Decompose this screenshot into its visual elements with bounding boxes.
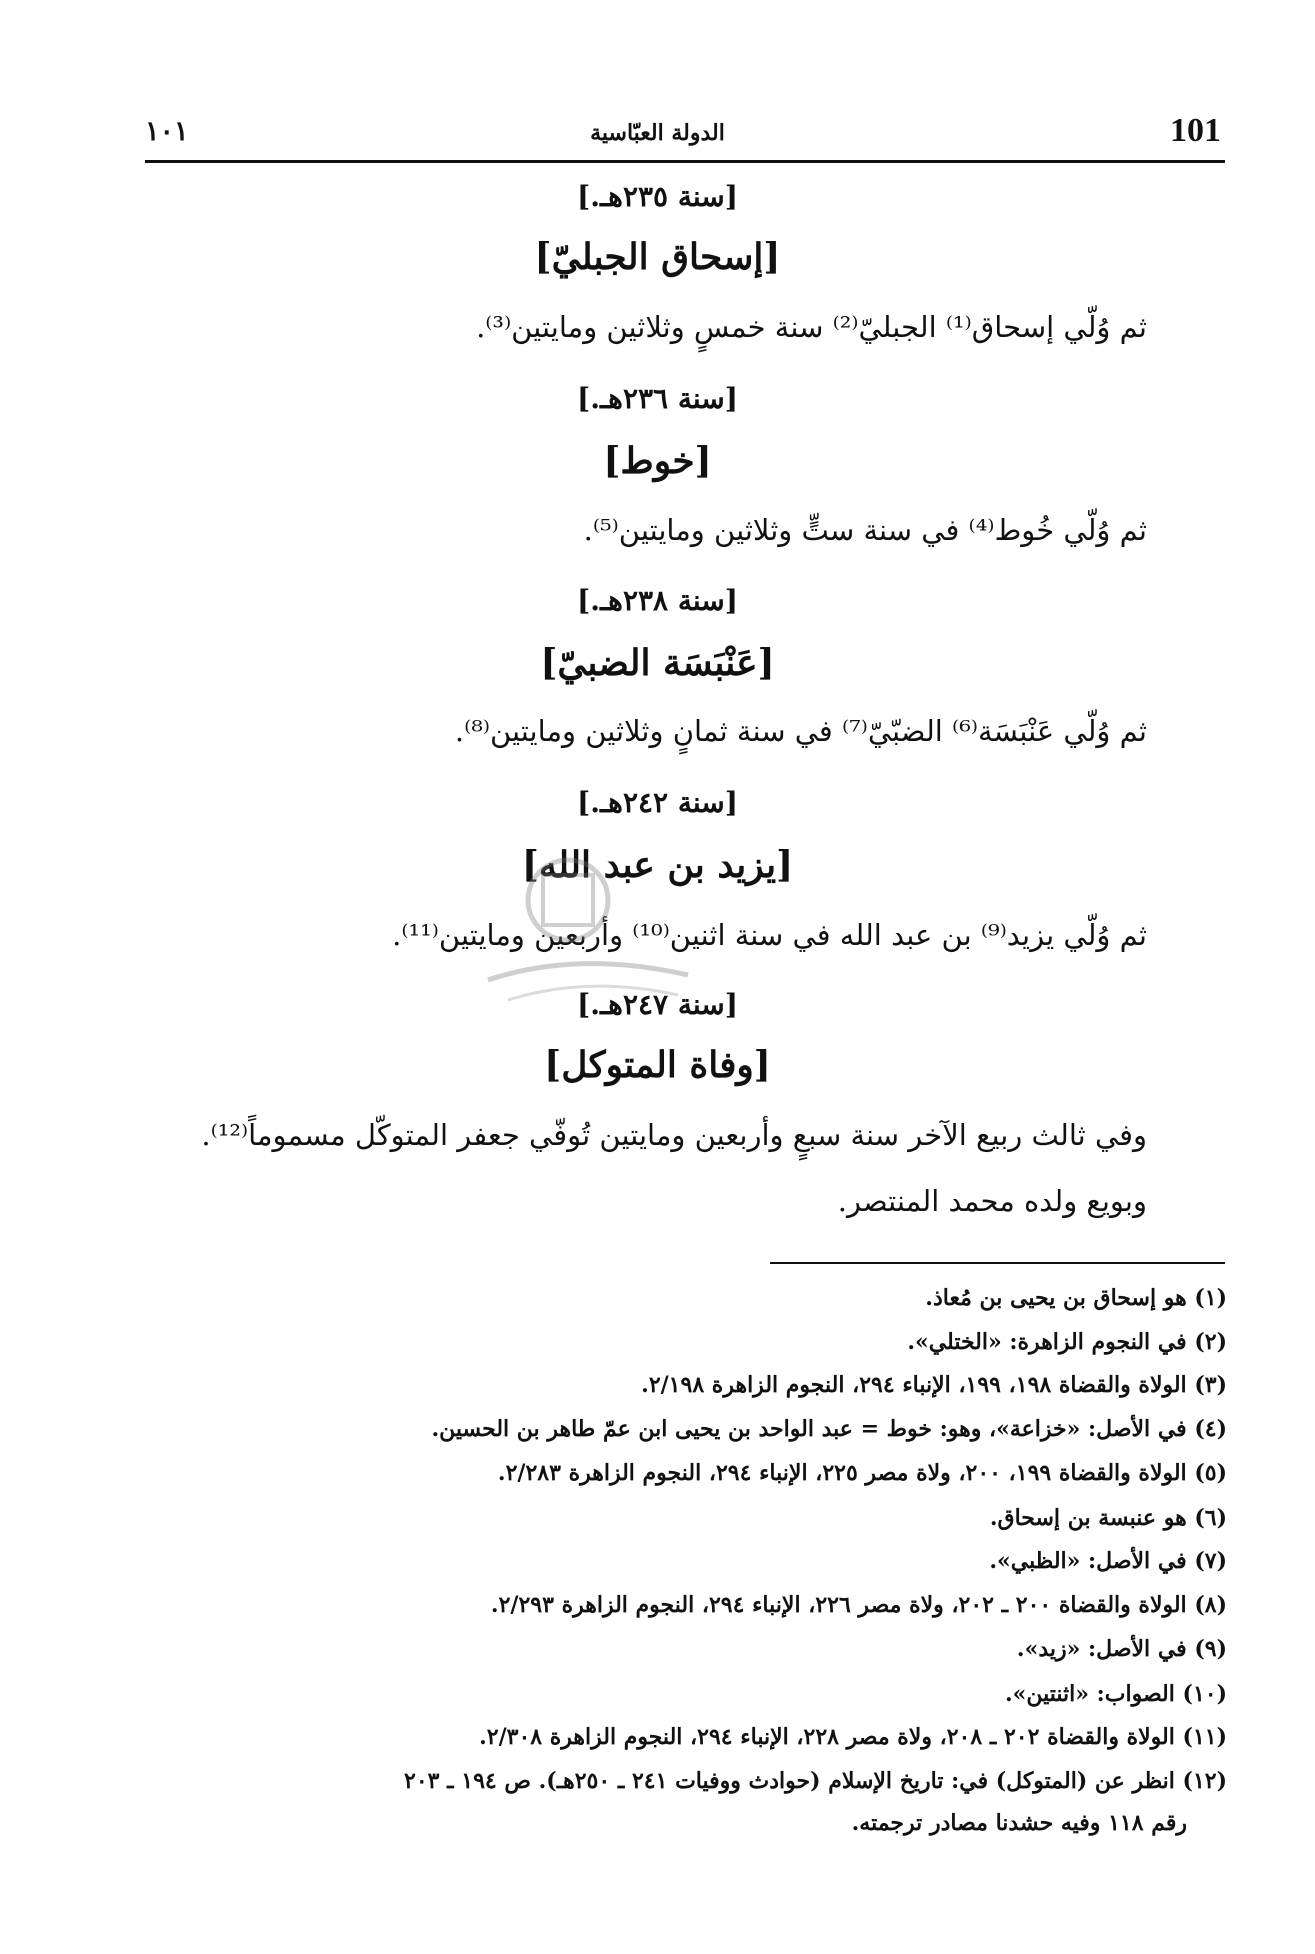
year-heading: [سنة ٢٣٦هـ.] — [576, 382, 738, 415]
footnote: (٢) في النجوم الزاهرة: «الختلي». — [907, 1329, 1227, 1355]
footnote-rule — [770, 1262, 1225, 1264]
paragraph: ثم وُلّي إسحاق⁽¹⁾ الجبليّ⁽²⁾ سنة خمسٍ وثلاثين ومايتين⁽³⁾. — [476, 310, 1147, 344]
footnote: (١٠) الصواب: «اثنتين». — [1004, 1681, 1227, 1707]
year-heading: [سنة ٢٤٧هـ.] — [576, 988, 738, 1021]
section-heading: [يزيد بن عبد الله] — [521, 844, 794, 886]
footnote: (٤) في الأصل: «خزاعة»، وهو: خوط = عبد الواحد بن يحيى ابن عمّ طاهر بن الحسين. — [431, 1416, 1227, 1442]
footnote: (٨) الولاة والقضاة ٢٠٠ ـ ٢٠٢، ولاة مصر ٢٢٦، الإنباء ٢٩٤، النجوم الزاهرة ٢/٢٩٣. — [490, 1592, 1227, 1618]
paragraph: ثم وُلّي يزيد⁽⁹⁾ بن عبد الله في سنة اثنين⁽¹⁰⁾ وأربعين ومايتين⁽¹¹⁾. — [392, 918, 1147, 952]
page-number-latin: 101 — [1170, 112, 1221, 149]
page-number-arabic: ١٠١ — [145, 116, 189, 147]
section-heading: [خوط] — [603, 440, 712, 482]
footnote-continuation: رقم ١١٨ وفيه حشدنا مصادر ترجمته. — [851, 1810, 1187, 1836]
section-heading: [وفاة المتوكل] — [544, 1044, 771, 1086]
year-heading: [سنة ٢٣٥هـ.] — [576, 180, 738, 213]
footnote: (٧) في الأصل: «الظبي». — [989, 1548, 1227, 1574]
footnote: (٦) هو عنبسة بن إسحاق. — [989, 1505, 1227, 1531]
footnote: (٣) الولاة والقضاة ١٩٨، ١٩٩، الإنباء ٢٩٤، النجوم الزاهرة ٢/١٩٨. — [641, 1372, 1227, 1398]
year-heading: [سنة ٢٤٢هـ.] — [576, 786, 738, 819]
header-rule — [145, 160, 1225, 163]
paragraph: وبويع ولده محمد المنتصر. — [837, 1184, 1147, 1218]
paragraph: ثم وُلّي عَنْبَسَة⁽⁶⁾ الضبّيّ⁽⁷⁾ في سنة ثمانٍ وثلاثين ومايتين⁽⁸⁾. — [454, 714, 1147, 748]
paragraph: ثم وُلّي خُوط⁽⁴⁾ في سنة ستٍّ وثلاثين ومايتين⁽⁵⁾. — [583, 513, 1147, 547]
footnote: (١٢) انظر عن (المتوكل) في: تاريخ الإسلام (حوادث ووفيات ٢٤١ ـ ٢٥٠هـ). ص ١٩٤ ـ ٢٠٣ — [404, 1768, 1227, 1794]
year-heading: [سنة ٢٣٨هـ.] — [576, 584, 738, 617]
footnote: (٩) في الأصل: «زيد». — [1016, 1636, 1227, 1662]
footnote: (٥) الولاة والقضاة ١٩٩، ٢٠٠، ولاة مصر ٢٢٥، الإنباء ٢٩٤، النجوم الزاهرة ٢/٢٨٣. — [497, 1460, 1227, 1486]
footnote: (١) هو إسحاق بن يحيى بن مُعاذ. — [925, 1285, 1227, 1311]
section-heading: [عَنْبَسَة الضبيّ] — [540, 642, 775, 684]
footnote: (١١) الولاة والقضاة ٢٠٢ ـ ٢٠٨، ولاة مصر ٢٢٨، الإنباء ٢٩٤، النجوم الزاهرة ٢/٣٠٨. — [479, 1724, 1227, 1750]
section-heading: [إسحاق الجبليّ] — [534, 236, 781, 278]
paragraph: وفي ثالث ربيع الآخر سنة سبعٍ وأربعين ومايتين تُوفّي جعفر المتوكّل مسموماً⁽¹²⁾. — [201, 1118, 1147, 1152]
running-title: الدولة العبّاسية — [590, 120, 725, 146]
